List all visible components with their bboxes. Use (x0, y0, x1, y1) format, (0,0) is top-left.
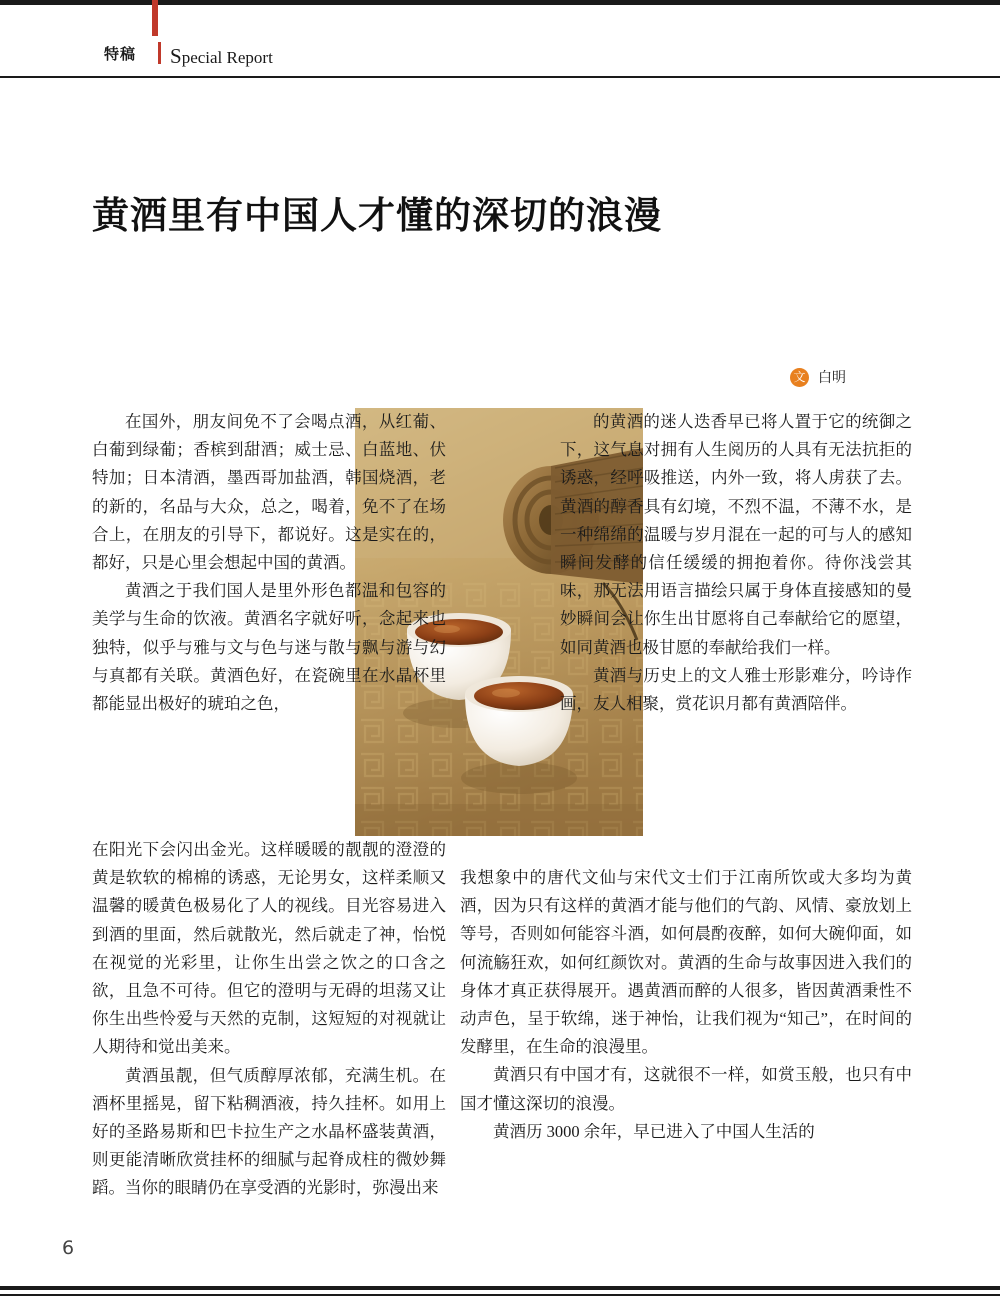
header-bottom-rule (0, 76, 1000, 78)
author-name: 白明 (818, 370, 846, 386)
paragraph: 黄酒虽靓，但气质醇厚浓郁，充满生机。在酒杯里摇晃，留下粘稠酒液，持久挂杯。如用上好的圣路易斯和巴卡拉生产之水晶杯盛装黄酒，则更能清晰欣赏挂杯的细腻与起脊成柱的微妙舞蹈。当你的眼睛仍在享受酒的光影时，弥漫出来 (92, 1065, 446, 1198)
paragraph: 在国外，朋友间免不了会喝点酒，从红葡、白葡到绿葡；香槟到甜酒；威士忌、白蓝地、伏特加；日本清酒，墨西哥加盐酒，韩国烧酒，老的新的，名品与大众，总之，喝着，免不了在场合上，在朋友的引导下，都说好。这是实在的，都好，只是心里会想起中国的黄酒。 (92, 412, 446, 573)
paragraph: 在阳光下会闪出金光。这样暖暖的靓靓的澄澄的黄是软软的棉棉的诱惑，无论男女，这样柔顺又温馨的暖黄色极易化了人的视线。目光容易进入到酒的里面，然后就散光，然后就走了神，怡悦在视觉的光彩里，让你生出尝之饮之的口含之欲，且急不可待。但它的澄明与无碍的坦荡又让你生出些怜爱与天然的克制，这短短的对视就让人期待和觉出美来。 (92, 840, 446, 1057)
paragraph: 黄酒与历史上的文人雅士形影难分，吟诗作画，友人相聚，赏花识月都有黄酒陪伴。 (560, 665, 912, 714)
header-top-rule (0, 0, 1000, 5)
paragraph: 的黄酒的迷人迭香早已将人置于它的统御之下，这气息对拥有人生阅历的人具有无法抗拒的诱惑，经呼吸推送，内外一致，将人虏获了去。黄酒的醇香具有幻境，不烈不温，不薄不水，是一种绵绵的温暖与岁月混在一起的可与人的感知瞬间发酵的信任缓缓的拥抱着你。待你浅尝其味，那无法用语言描绘只属于身体直接感知的曼妙瞬间会让你生出甘愿将自己奉献给它的愿望，如同黄酒也极甘愿的奉献给我们一样。 (560, 412, 912, 657)
body-column-right-upper (560, 408, 912, 718)
paragraph: 黄酒只有中国才有，这就很不一样，如赏玉般，也只有中国才懂这深切的浪漫。 (460, 1065, 912, 1113)
section-label-english-rest: pecial Report (181, 48, 273, 67)
body-column-left-continued (92, 836, 446, 1203)
paragraph: 黄酒之于我们国人是里外形色都温和包容的美学与生命的饮液。黄酒名字就好听，念起来也独特，似乎与雅与文与色与迷与散与飘与游与幻与真都有关联。黄酒色好，在瓷碗里在水晶杯里都能显出极好的琥珀之色， (92, 581, 446, 714)
section-label-english (170, 44, 273, 69)
footer-top-rule (0, 1286, 1000, 1290)
footer-bottom-rule (0, 1294, 1000, 1296)
section-label-chinese: 特稿 (104, 45, 137, 63)
page-number: 6 (62, 1237, 75, 1259)
header-label-divider (158, 42, 161, 64)
page-header (0, 0, 1000, 78)
article-title: 黄酒里有中国人才懂的深切的浪漫 (92, 193, 662, 237)
section-label-english-initial: S (170, 44, 182, 68)
body-column-right-lower (460, 864, 912, 1146)
byline (790, 366, 920, 388)
header-red-accent-bar (152, 0, 158, 36)
paragraph: 我想象中的唐代文仙与宋代文士们于江南所饮或大多均为黄酒，因为只有这样的黄酒才能与他们的气韵、风情、豪放划上等号，否则如何能容斗酒，如何晨酌夜醉，如何大碗仰面，如何流觞狂欢，如何红颜饮对。黄酒的生命与故事因进入我们的身体才真正获得展开。遇黄酒而醉的人很多，皆因黄酒秉性不动声色，呈于软绵，迷于神怡，让我们视为“知己”，在时间的发酵里，在生命的浪漫里。 (460, 868, 912, 1057)
author-label-badge-icon: 文 (790, 368, 809, 387)
body-column-left-upper (92, 408, 446, 718)
paragraph: 黄酒历 3000 余年，早已进入了中国人生活的 (493, 1121, 815, 1141)
